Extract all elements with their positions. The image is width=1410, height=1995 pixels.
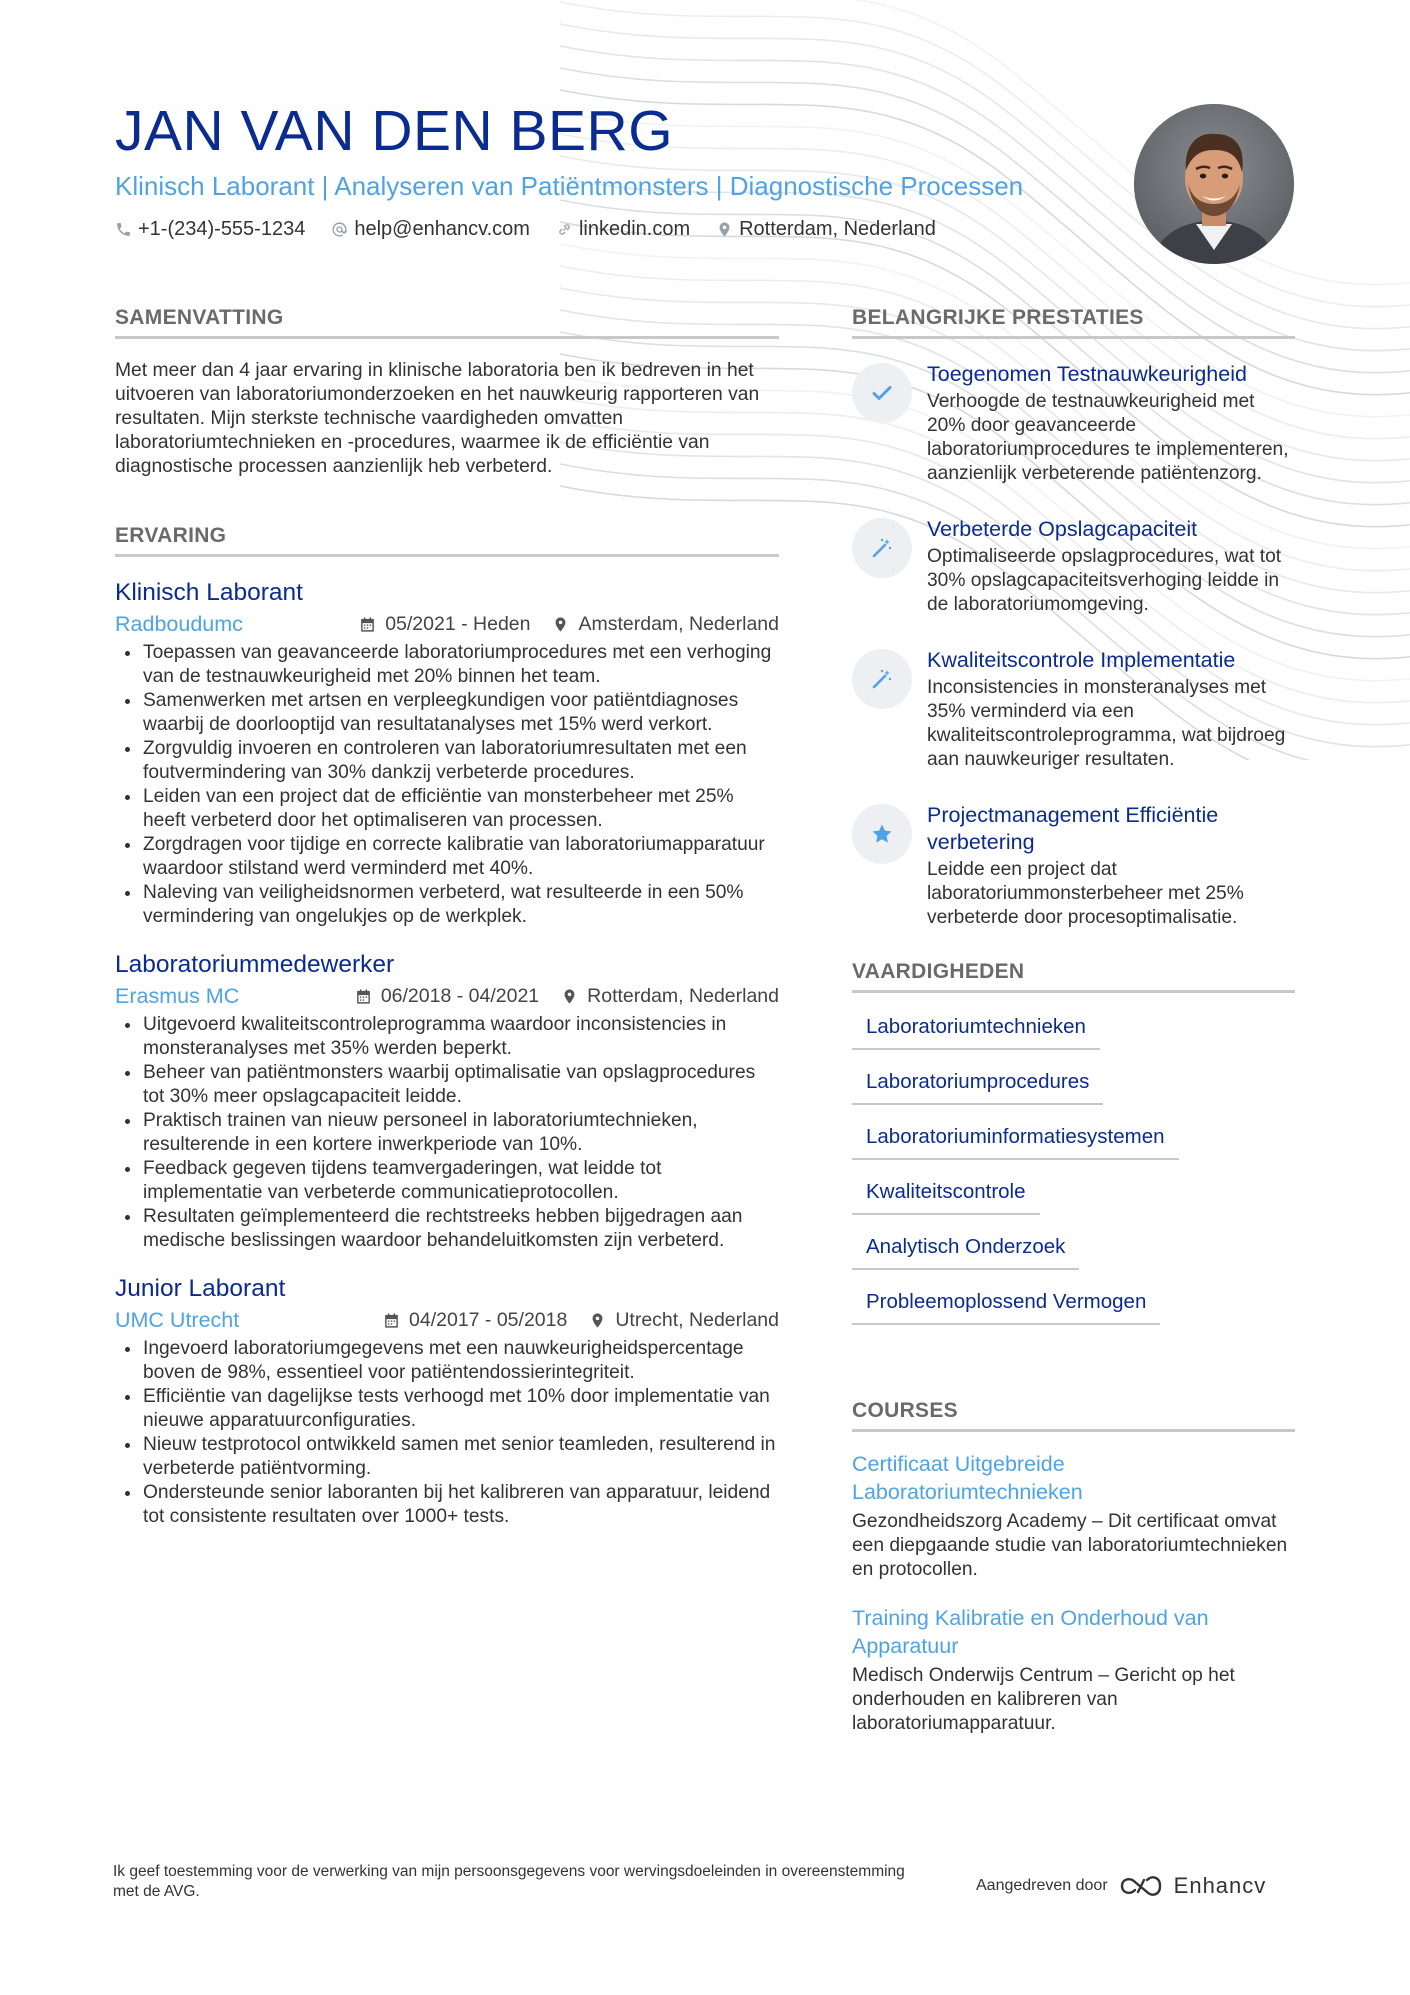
phone-icon <box>115 221 132 238</box>
achievement-icon-badge <box>852 649 912 709</box>
skill-tag: Laboratoriumtechnieken <box>852 1011 1100 1050</box>
map-pin-icon <box>552 616 569 633</box>
courses-section <box>852 1399 1295 1736</box>
bullet-item: Feedback gegeven tijdens teamvergaderingen, wat leidde tot implementatie van verbeterde communicatieprotocollen. <box>115 1157 779 1205</box>
job-dates <box>355 985 539 1008</box>
job-location <box>561 985 779 1008</box>
job-bullets <box>115 1337 779 1529</box>
skill-tag: Kwaliteitscontrole <box>852 1176 1040 1215</box>
achievement-body <box>927 516 1295 617</box>
job-bullets <box>115 641 779 929</box>
bullet-item: Uitgevoerd kwaliteitscontroleprogramma waardoor inconsistencies in monsteranalyses met 35% werden beperkt. <box>115 1013 779 1061</box>
skill-tag: Laboratoriuminformatiesystemen <box>852 1121 1179 1160</box>
job-location <box>589 1309 779 1332</box>
job-dates <box>383 1309 567 1332</box>
achievement-title: Projectmanagement Efficiëntie verbetering <box>927 803 1219 854</box>
bullet-item: Beheer van patiëntmonsters waarbij optimalisatie van opslagprocedures tot 30% meer opslagcapaciteit leidde. <box>115 1061 779 1109</box>
job-meta <box>115 984 779 1009</box>
at-sign-icon <box>331 221 348 238</box>
skill-row <box>852 1176 1295 1231</box>
job-location-text: Amsterdam, Nederland <box>578 613 779 635</box>
job-meta-details <box>361 1309 779 1332</box>
contact-email[interactable] <box>331 218 530 241</box>
candidate-name: JAN VAN DEN BERG <box>115 99 674 163</box>
avatar <box>1134 104 1294 264</box>
contact-phone-text: +1-(234)-555-1234 <box>138 218 306 240</box>
contact-linkedin[interactable] <box>556 218 690 241</box>
magic-wand-icon <box>870 536 894 560</box>
achievement-icon-badge <box>852 804 912 864</box>
bullet-item: Leiden van een project dat de efficiëntie van monsterbeheer met 25% heeft verbeterd door het optimaliseren van processen. <box>115 785 779 833</box>
achievement-title: Kwaliteitscontrole Implementatie <box>927 648 1236 672</box>
achievement-description: Leidde een project dat laboratoriummonsterbeheer met 25% verbeterde door procesoptimalisatie. <box>927 859 1244 928</box>
courses-heading: COURSES <box>852 1399 1295 1432</box>
job-title: Klinisch Laborant <box>115 579 303 606</box>
enhancv-logo-icon <box>1118 1873 1164 1899</box>
skills-section <box>852 960 1295 1341</box>
course-description: Gezondheidszorg Academy – Dit certificaat omvat een diepgaande studie van laboratoriumtechnieken en protocollen. <box>852 1511 1288 1580</box>
achievement-body <box>927 647 1295 772</box>
bullet-item: Naleving van veiligheidsnormen verbeterd, wat resulteerde in een 50% vermindering van ongelukjes op de werkplek. <box>115 881 779 929</box>
skill-tag: Laboratoriumprocedures <box>852 1066 1103 1105</box>
achievement-item <box>852 361 1295 486</box>
achievement-description: Optimaliseerde opslagprocedures, wat tot 30% opslagcapaciteitsverhoging leidde in de laboratoriumomgeving. <box>927 546 1282 615</box>
skill-row <box>852 1066 1295 1121</box>
achievement-item <box>852 516 1295 617</box>
checkmark-icon <box>870 381 894 405</box>
contact-email-text: help@enhancv.com <box>354 218 530 240</box>
job-dates-text: 06/2018 - 04/2021 <box>380 985 540 1007</box>
achievements-section <box>852 306 1295 930</box>
bullet-item: Efficiëntie van dagelijkse tests verhoogd met 10% door implementatie van nieuwe apparatuurconfiguraties. <box>115 1385 779 1433</box>
job-meta <box>115 1308 779 1333</box>
portrait-illustration <box>1134 104 1294 264</box>
map-pin-icon <box>716 221 733 238</box>
bullet-item: Ingevoerd laboratoriumgegevens met een nauwkeurigheidspercentage boven de 98%, essentieel voor patiëntendossierintegriteit. <box>115 1337 779 1385</box>
job-list <box>115 577 779 1529</box>
summary-heading: SAMENVATTING <box>115 306 779 339</box>
bullet-item: Nieuw testprotocol ontwikkeld samen met senior teamleden, resulterend in verbeterde patiëntvorming. <box>115 1433 779 1481</box>
left-column <box>115 306 779 1529</box>
company-name[interactable]: UMC Utrecht <box>115 1308 240 1332</box>
course-item <box>852 1604 1295 1736</box>
skill-tag: Probleemoplossend Vermogen <box>852 1286 1160 1325</box>
job-meta <box>115 612 779 637</box>
bullet-item: Ondersteunde senior laboranten bij het kalibreren van apparatuur, leidend tot consistente resultaten over 1000+ tests. <box>115 1481 779 1529</box>
job-location-text: Rotterdam, Nederland <box>587 985 779 1007</box>
brand-logo <box>1118 1873 1267 1899</box>
map-pin-icon <box>561 988 578 1005</box>
bullet-item: Samenwerken met artsen en verpleegkundigen voor patiëntdiagnoses waarbij de doorlooptijd van resultatanalyses met 15% werd verkort. <box>115 689 779 737</box>
course-title[interactable]: Training Kalibratie en Onderhoud van Apparatuur <box>852 1606 1209 1658</box>
job-bullets <box>115 1013 779 1253</box>
job-entry <box>115 577 779 929</box>
job-title: Junior Laborant <box>115 1275 286 1302</box>
experience-section <box>115 524 779 1529</box>
job-dates-text: 04/2017 - 05/2018 <box>409 1309 568 1331</box>
calendar-icon <box>359 616 376 633</box>
calendar-icon <box>383 1312 400 1329</box>
skill-row <box>852 1011 1295 1066</box>
skill-row <box>852 1286 1295 1341</box>
job-dates-text: 05/2021 - Heden <box>385 613 531 635</box>
summary-section <box>115 306 779 479</box>
contact-location-text: Rotterdam, Nederland <box>739 218 936 240</box>
achievement-body <box>927 802 1295 930</box>
skill-list <box>852 1011 1295 1341</box>
achievement-item <box>852 647 1295 772</box>
skill-row <box>852 1231 1295 1286</box>
job-meta-details <box>337 613 779 636</box>
job-entry <box>115 949 779 1253</box>
contact-location <box>716 218 936 241</box>
job-location-text: Utrecht, Nederland <box>615 1309 779 1331</box>
achievement-description: Verhoogde de testnauwkeurigheid met 20% door geavanceerde laboratoriumprocedures te implementeren, aanzienlijk verbeterende patiëntenzorg. <box>927 391 1289 484</box>
course-list <box>852 1450 1295 1736</box>
company-name[interactable]: Erasmus MC <box>115 984 240 1008</box>
job-title: Laboratoriummedewerker <box>115 951 395 978</box>
summary-text: Met meer dan 4 jaar ervaring in klinische laboratoria ben ik bedreven in het uitvoeren van laboratoriumonderzoeken en het nauwkeurig rapporteren van resultaten. Mijn sterkste technische vaardigheden omvatten laboratoriumtechnieken en -procedures, waarmee ik de efficiëntie van diagnostische processen aanzienlijk heb verbeterd. <box>115 360 760 477</box>
consent-note: Ik geef toestemming voor de verwerking van mijn persoonsgegevens voor wervingsdoeleinden in overeenstemming met de AVG. <box>113 1863 905 1900</box>
bullet-item: Zorgvuldig invoeren en controleren van laboratoriumresultaten met een foutvermindering van 30% dankzij verbeterde procedures. <box>115 737 779 785</box>
job-entry <box>115 1273 779 1529</box>
achievements-heading: BELANGRIJKE PRESTATIES <box>852 306 1295 339</box>
powered-by[interactable] <box>976 1873 1266 1899</box>
skills-heading: VAARDIGHEDEN <box>852 960 1295 993</box>
bullet-item: Toepassen van geavanceerde laboratoriumprocedures met een verhoging van de testnauwkeurigheid met 20% binnen het team. <box>115 641 779 689</box>
powered-by-label: Aangedreven door <box>976 1877 1108 1894</box>
right-column <box>852 306 1295 1736</box>
candidate-headline: Klinisch Laborant | Analyseren van Patiëntmonsters | Diagnostische Processen <box>115 171 1024 201</box>
bullet-item: Resultaten geïmplementeerd die rechtstreeks hebben bijgedragen aan medische beslissingen waardoor behandeluitkomsten zijn verbeterd. <box>115 1205 779 1253</box>
star-icon <box>870 822 894 846</box>
contact-phone[interactable] <box>115 218 305 241</box>
bullet-item: Praktisch trainen van nieuw personeel in laboratoriumtechnieken, resulterende in een kortere inwerkperiode van 10%. <box>115 1109 779 1157</box>
contact-bar <box>115 218 1075 241</box>
achievement-icon-badge <box>852 518 912 578</box>
map-pin-icon <box>589 1312 606 1329</box>
achievement-item <box>852 802 1295 930</box>
experience-heading: ERVARING <box>115 524 779 557</box>
calendar-icon <box>355 988 372 1005</box>
link-icon <box>556 221 573 238</box>
brand-name: Enhancv <box>1173 1873 1267 1898</box>
achievement-description: Inconsistencies in monsteranalyses met 35% verminderd via een kwaliteitscontroleprogramma, wat bijdroeg aan nauwkeuriger resultaten. <box>927 677 1286 770</box>
magic-wand-icon <box>870 667 894 691</box>
course-title[interactable]: Certificaat Uitgebreide Laboratoriumtechnieken <box>852 1452 1083 1504</box>
bullet-item: Zorgdragen voor tijdige en correcte kalibratie van laboratoriumapparatuur waardoor stilstand werd verminderd met 40%. <box>115 833 779 881</box>
company-name[interactable]: Radboudumc <box>115 612 243 636</box>
achievement-title: Verbeterde Opslagcapaciteit <box>927 517 1198 541</box>
job-dates <box>359 613 530 636</box>
course-description: Medisch Onderwijs Centrum – Gericht op het onderhouden en kalibreren van laboratoriumapparatuur. <box>852 1665 1235 1734</box>
job-location <box>552 613 779 636</box>
achievement-title: Toegenomen Testnauwkeurigheid <box>927 362 1247 386</box>
achievement-icon-badge <box>852 363 912 423</box>
skill-tag: Analytisch Onderzoek <box>852 1231 1079 1270</box>
achievement-list <box>852 361 1295 930</box>
contact-linkedin-text: linkedin.com <box>578 218 691 240</box>
achievement-body <box>927 361 1295 486</box>
job-meta-details <box>333 985 779 1008</box>
course-item <box>852 1450 1295 1582</box>
resume-header <box>115 100 1075 241</box>
skill-row <box>852 1121 1295 1176</box>
